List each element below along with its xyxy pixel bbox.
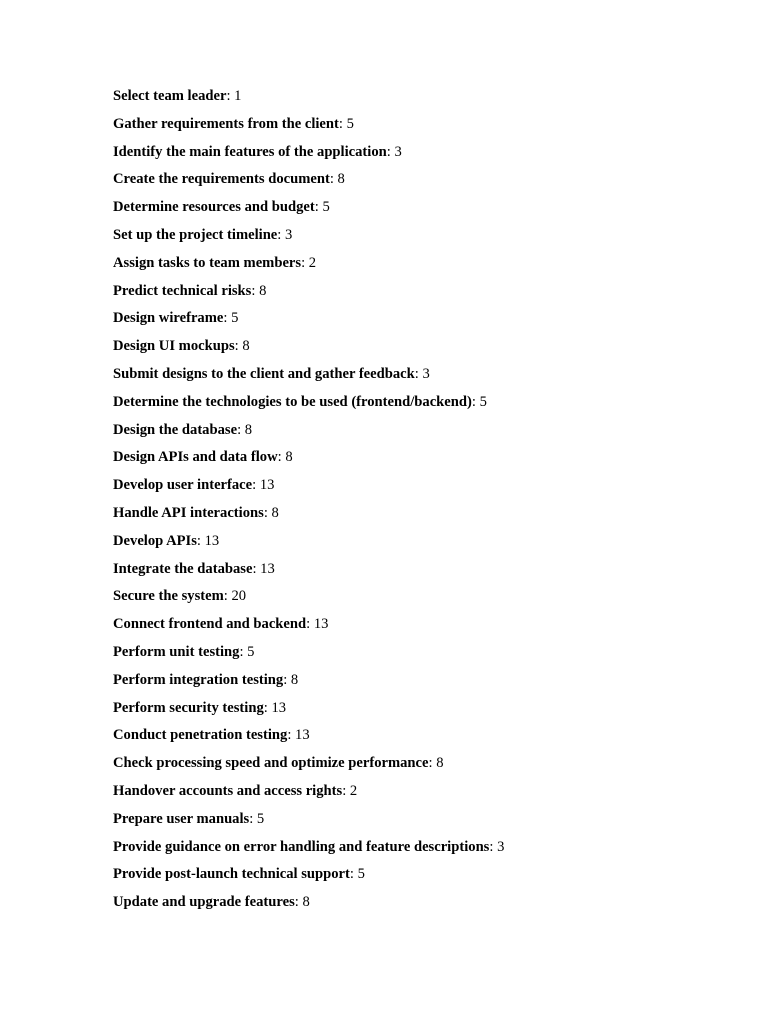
task-separator: :: [226, 88, 235, 104]
task-name: Gather requirements from the client: [113, 115, 339, 132]
task-points: 13: [259, 477, 275, 494]
document-page: [113, 86, 733, 920]
task-points: 5: [346, 115, 354, 132]
task-separator: :: [283, 671, 291, 688]
task-points: 3: [394, 143, 402, 160]
task-separator: :: [196, 532, 205, 549]
task-item: [113, 392, 733, 412]
task-separator: :: [342, 782, 350, 799]
task-item: [113, 225, 733, 245]
task-name: Conduct penetration testing: [113, 727, 288, 744]
task-separator: :: [252, 477, 260, 494]
task-separator: :: [277, 226, 285, 243]
task-separator: :: [263, 699, 272, 716]
task-points: 13: [260, 560, 275, 577]
task-points: 8: [285, 449, 293, 466]
task-item: [113, 781, 733, 801]
task-item: [113, 475, 733, 495]
task-list: [113, 86, 733, 912]
task-item: [113, 586, 733, 606]
task-name: Secure the system: [113, 588, 224, 605]
task-separator: :: [263, 504, 272, 521]
task-name: Design the database: [113, 421, 238, 438]
task-name: Perform integration testing: [113, 671, 284, 688]
task-name: Update and upgrade features: [113, 894, 295, 911]
task-points: 5: [322, 199, 330, 216]
task-points: 3: [285, 226, 293, 243]
task-separator: :: [349, 866, 358, 883]
task-item: [113, 642, 733, 662]
task-points: 8: [259, 282, 267, 299]
task-points: 13: [295, 727, 310, 744]
task-points: 2: [308, 254, 317, 271]
task-points: 8: [244, 421, 253, 438]
task-points: 5: [231, 310, 239, 327]
task-item: [113, 837, 733, 857]
task-item: [113, 892, 733, 912]
task-points: 8: [242, 338, 250, 355]
task-item: [113, 114, 733, 134]
task-separator: :: [239, 643, 248, 660]
task-separator: :: [251, 282, 260, 299]
task-name: Design APIs and data flow: [113, 449, 278, 466]
task-separator: :: [489, 838, 498, 855]
task-points: 5: [479, 393, 487, 410]
task-points: 8: [290, 671, 299, 688]
task-points: 8: [436, 755, 444, 772]
task-separator: :: [249, 810, 257, 827]
task-item: [113, 698, 733, 718]
task-name: Create the requirements document: [113, 171, 330, 188]
task-name: Assign tasks to team members: [113, 254, 302, 271]
task-points: 1: [234, 88, 242, 104]
task-separator: :: [287, 727, 296, 744]
task-name: Check processing speed and optimize performance: [113, 755, 429, 772]
task-points: 2: [349, 782, 358, 799]
task-name: Select team leader: [113, 88, 227, 104]
task-points: 5: [357, 866, 365, 883]
task-points: 8: [271, 504, 279, 521]
task-name: Determine resources and budget: [113, 199, 315, 216]
task-name: Prepare user manuals: [113, 810, 250, 827]
task-name: Set up the project timeline: [113, 226, 278, 243]
task-item: [113, 308, 733, 328]
task-points: 13: [271, 699, 287, 716]
task-item: [113, 281, 733, 301]
task-separator: :: [223, 310, 232, 327]
task-points: 13: [204, 532, 220, 549]
task-name: Predict technical risks: [113, 282, 252, 299]
task-item: [113, 503, 733, 523]
task-separator: :: [301, 254, 309, 271]
task-name: Develop user interface: [113, 477, 253, 494]
task-name: Integrate the database: [113, 560, 253, 577]
task-separator: :: [306, 616, 314, 633]
task-separator: :: [277, 449, 286, 466]
task-points: 3: [497, 838, 505, 855]
task-item: [113, 614, 733, 634]
task-item: [113, 364, 733, 384]
task-item: [113, 864, 733, 884]
task-separator: :: [223, 588, 232, 605]
task-points: 20: [231, 588, 247, 605]
task-item: [113, 670, 733, 690]
task-separator: :: [314, 199, 323, 216]
task-name: Design wireframe: [113, 310, 224, 327]
task-name: Handle API interactions: [113, 504, 264, 521]
task-name: Connect frontend and backend: [113, 616, 307, 633]
task-name: Design UI mockups: [113, 338, 235, 355]
task-name: Provide post-launch technical support: [113, 866, 350, 883]
task-separator: :: [237, 421, 245, 438]
task-separator: :: [471, 393, 480, 410]
task-item: [113, 253, 733, 273]
task-name: Perform unit testing: [113, 643, 240, 660]
task-separator: :: [294, 894, 303, 911]
task-separator: :: [414, 365, 423, 382]
task-separator: :: [386, 143, 395, 160]
task-name: Perform security testing: [113, 699, 264, 716]
task-points: 8: [337, 171, 345, 188]
task-points: 8: [302, 894, 310, 911]
task-item: [113, 86, 733, 106]
task-separator: :: [234, 338, 243, 355]
task-name: Provide guidance on error handling and feature descriptions: [113, 838, 490, 855]
task-separator: :: [338, 115, 347, 132]
task-name: Submit designs to the client and gather feedback: [113, 365, 415, 382]
task-item: [113, 336, 733, 356]
task-name: Handover accounts and access rights: [113, 782, 343, 799]
task-points: 3: [422, 365, 430, 382]
task-item: [113, 753, 733, 773]
task-item: [113, 809, 733, 829]
task-separator: :: [252, 560, 261, 577]
task-item: [113, 447, 733, 467]
task-item: [113, 725, 733, 745]
task-name: Develop APIs: [113, 532, 197, 549]
task-separator: :: [329, 171, 338, 188]
task-item: [113, 142, 733, 162]
task-name: Determine the technologies to be used (frontend/backend): [113, 393, 472, 410]
task-points: 5: [247, 643, 255, 660]
task-separator: :: [428, 755, 437, 772]
task-item: [113, 531, 733, 551]
task-item: [113, 420, 733, 440]
task-points: 5: [256, 810, 265, 827]
task-name: Identify the main features of the application: [113, 143, 387, 160]
task-item: [113, 559, 733, 579]
task-item: [113, 169, 733, 189]
task-points: 13: [313, 616, 329, 633]
task-item: [113, 197, 733, 217]
